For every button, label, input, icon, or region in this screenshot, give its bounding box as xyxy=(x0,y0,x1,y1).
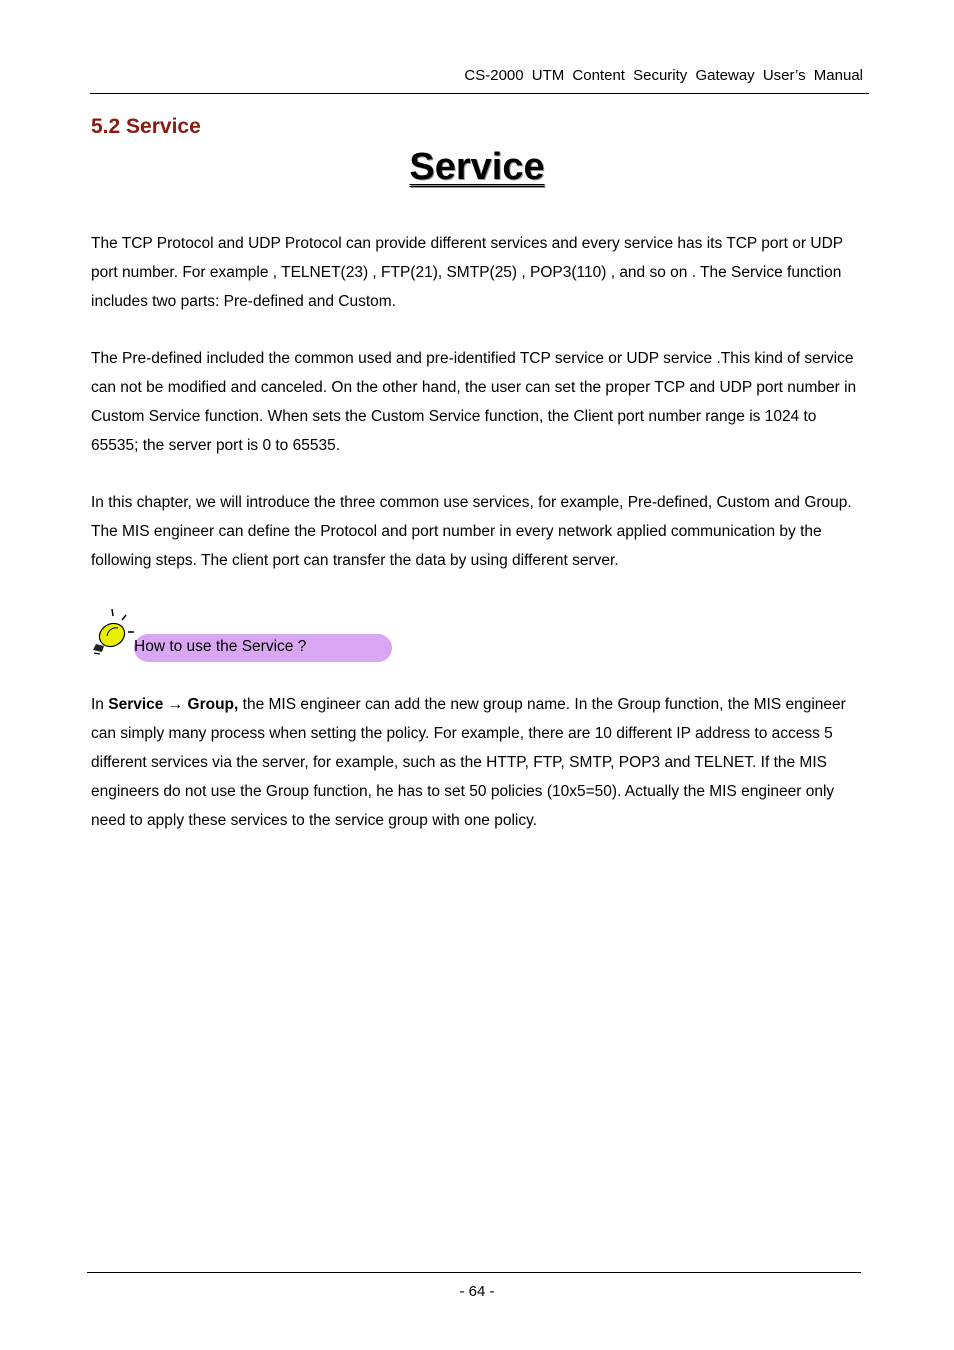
paragraph-chapter: In this chapter, we will introduce the three common use services, for example, Pre-defined, Custom and Group. The MIS engineer can define the Protocol and port number in every network applied communication by the following steps. The client port can transfer the data by using different server. xyxy=(91,494,852,569)
page-title: Service xyxy=(409,146,545,188)
tip-callout xyxy=(90,606,490,662)
tip-text xyxy=(134,638,306,656)
lightbulb-icon xyxy=(90,606,136,658)
page-number: - 64 - xyxy=(459,1283,495,1300)
footer-rule xyxy=(87,1272,861,1273)
paragraph-predefined: The Pre-defined included the common used and pre-identified TCP service or UDP service .This kind of service can not be modified and canceled. On the other hand, the user can set the proper TCP and UDP port number in Custom Service function. When sets the Custom Service function, the Client port number range is 1024 to 65535; the server port is 0 to 65535. xyxy=(91,350,857,454)
p4-bold-service: Service xyxy=(108,696,164,713)
tip-suffix: ? xyxy=(293,638,307,655)
section-heading: 5.2 Service xyxy=(91,115,201,138)
header-rule xyxy=(90,93,869,94)
running-header: CS-2000 UTM Content Security Gateway User’s Manual xyxy=(464,67,863,84)
p4-arrow: → xyxy=(163,696,188,713)
paragraph-intro: The TCP Protocol and UDP Protocol can provide different services and every service has its TCP port or UDP port number. For example , TELNET(23) , FTP(21), SMTP(25) , POP3(110) , and so on . The Service function includes two parts: Pre-defined and Custom. xyxy=(91,235,843,310)
p4-rest: the MIS engineer can add the new group name. In the Group function, the MIS engineer can simply many process when setting the policy. For example, there are 10 different IP address to access 5 different services via the server, for example, such as the HTTP, FTP, SMTP, POP3 and TELNET. If the MIS engineers do not use the Group function, he has to set 50 policies (10x5=50). Actually the MIS engineer only need to apply these services to the service group with one policy. xyxy=(91,696,846,829)
tip-label: How to use the Service xyxy=(134,638,294,655)
paragraph-group xyxy=(91,690,866,835)
p4-bold-group: Group, xyxy=(187,696,239,713)
p4-prefix: In xyxy=(91,696,109,713)
